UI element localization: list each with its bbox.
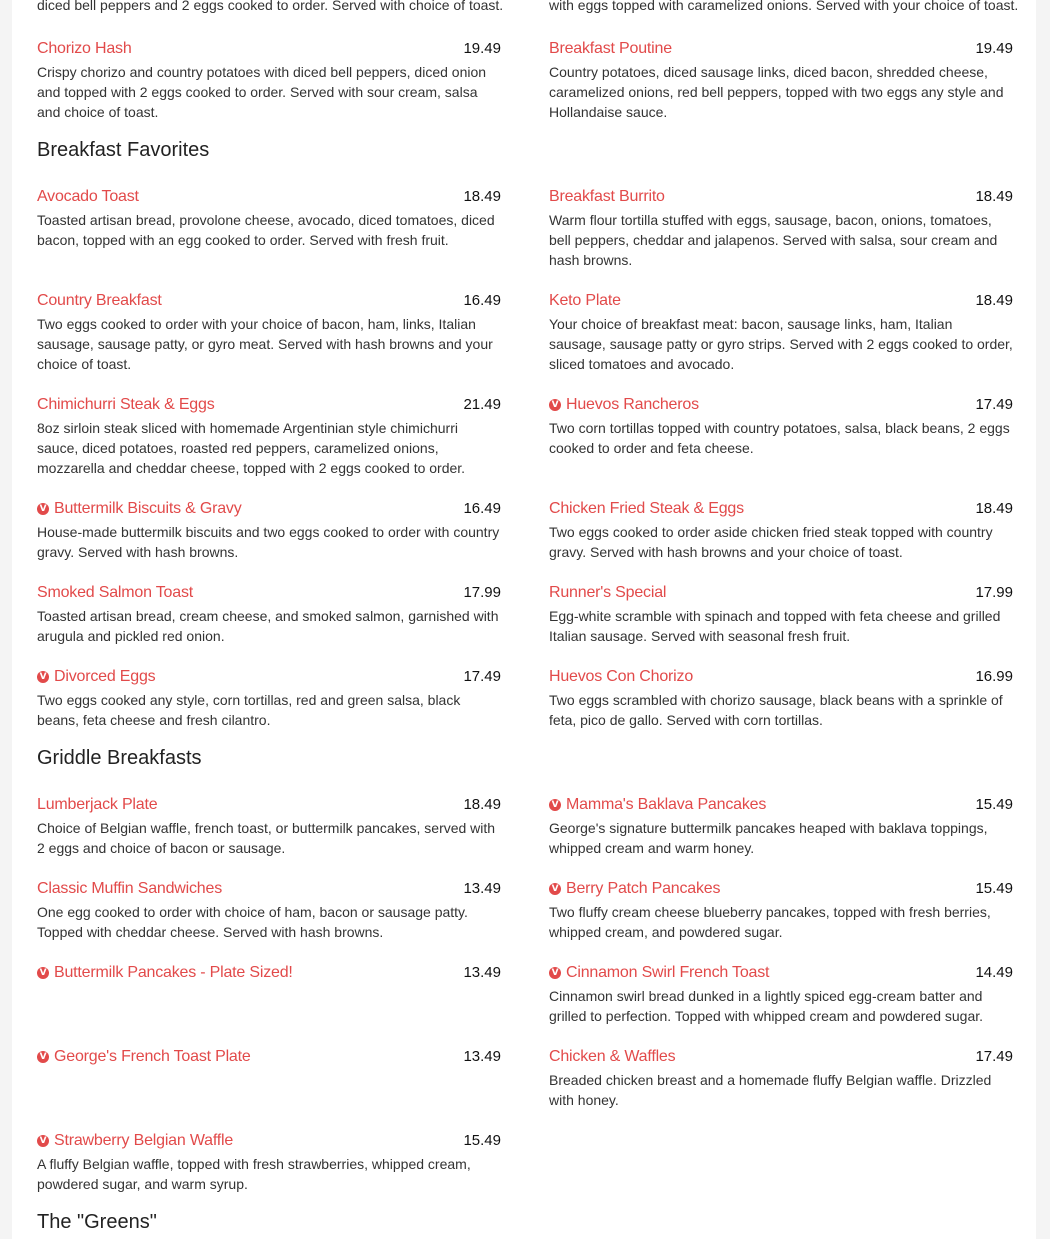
item-name[interactable]: Strawberry Belgian Waffle	[54, 1132, 234, 1149]
item-description: Two eggs scrambled with chorizo sausage, black beans with a sprinkle of feta, pico de gallo. Served with corn tortillas.	[549, 692, 1003, 728]
item-price: 16.49	[463, 292, 501, 309]
item-price: 15.49	[975, 880, 1013, 897]
item-description: One egg cooked to order with choice of ham, bacon or sausage patty. Topped with cheddar cheese. Served with hash browns.	[37, 904, 468, 940]
item-description: Two eggs cooked any style, corn tortillas, red and green salsa, black beans, feta cheese and fresh cilantro.	[37, 692, 461, 728]
item-name[interactable]: Breakfast Burrito	[549, 188, 665, 205]
item-price: 17.49	[975, 1048, 1013, 1065]
item-name-wrap[interactable]	[37, 964, 293, 982]
item-name[interactable]: Breakfast Poutine	[549, 40, 672, 57]
item-name[interactable]: Chorizo Hash	[37, 40, 132, 57]
item-name-wrap[interactable]	[37, 500, 242, 518]
item-name[interactable]: Huevos Con Chorizo	[549, 668, 694, 685]
item-description: Toasted artisan bread, cream cheese, and smoked salmon, garnished with arugula and pickled red onion.	[37, 608, 499, 644]
item-name[interactable]: Chicken & Waffles	[549, 1048, 676, 1065]
menu-item-chimichurri-steak-eggs[interactable]	[37, 396, 501, 478]
item-description: Your choice of breakfast meat: bacon, sausage links, ham, Italian sausage, sausage patty or gyro strips. Served with 2 eggs cooked to order, sliced tomatoes and avocado.	[549, 316, 1013, 372]
item-name[interactable]: Chicken Fried Steak & Eggs	[549, 500, 744, 517]
menu-item-huevos-con-chorizo[interactable]	[549, 668, 1013, 730]
item-name-wrap[interactable]	[37, 1132, 233, 1150]
item-description: Crispy chorizo and country potatoes with diced bell peppers, diced onion and topped with 2 eggs cooked to order. Served with sour cream, salsa and choice of toast.	[37, 64, 487, 120]
menu-item-mammas-baklava-pancakes[interactable]	[549, 796, 1013, 858]
item-price: 13.49	[463, 880, 501, 897]
menu-item-cinnamon-swirl-french-toast[interactable]	[549, 964, 1013, 1026]
vegetarian-icon: V	[37, 967, 49, 979]
item-name[interactable]: Avocado Toast	[37, 188, 139, 205]
item-price: 19.49	[463, 40, 501, 57]
menu-item-breakfast-burrito[interactable]	[549, 188, 1013, 270]
item-price: 19.49	[975, 40, 1013, 57]
item-name[interactable]: Buttermilk Pancakes - Plate Sized!	[54, 964, 293, 981]
menu-item-breakfast-poutine[interactable]	[549, 40, 1013, 122]
item-price: 17.99	[463, 584, 501, 601]
intro-fragment-left: diced bell peppers and 2 eggs cooked to order. Served with choice of toast.	[37, 0, 504, 13]
item-price: 16.49	[463, 500, 501, 517]
item-price: 18.49	[975, 500, 1013, 517]
item-description: 8oz sirloin steak sliced with homemade Argentinian style chimichurri sauce, diced potatoes, roasted red peppers, caramelized onions, mozzarella and cheddar cheese, topped with 2 eggs cooked to order.	[37, 420, 466, 476]
item-price: 18.49	[463, 796, 501, 813]
item-name[interactable]: Runner's Special	[549, 584, 667, 601]
vegetarian-icon: V	[37, 1135, 49, 1147]
item-name[interactable]: Divorced Eggs	[54, 668, 156, 685]
item-name[interactable]: Chimichurri Steak & Eggs	[37, 396, 215, 413]
item-description: Two fluffy cream cheese blueberry pancakes, topped with fresh berries, whipped cream, and powdered sugar.	[549, 904, 991, 940]
item-price: 17.99	[975, 584, 1013, 601]
menu-item-chicken-waffles[interactable]	[549, 1048, 1013, 1110]
item-name[interactable]: Huevos Rancheros	[566, 396, 699, 413]
menu-item-berry-patch-pancakes[interactable]	[549, 880, 1013, 942]
item-name[interactable]: Cinnamon Swirl French Toast	[566, 964, 770, 981]
item-description: Breaded chicken breast and a homemade fluffy Belgian waffle. Drizzled with honey.	[549, 1072, 992, 1108]
item-name[interactable]: Country Breakfast	[37, 292, 162, 309]
item-price: 15.49	[975, 796, 1013, 813]
item-description: Country potatoes, diced sausage links, diced bacon, shredded cheese, caramelized onions, red bell peppers, topped with two eggs any style and Hollandaise sauce.	[549, 64, 1004, 120]
section-title-griddle-breakfasts: Griddle Breakfasts	[37, 747, 202, 769]
item-price: 14.49	[975, 964, 1013, 981]
vegetarian-icon: V	[37, 1051, 49, 1063]
item-description: House-made buttermilk biscuits and two eggs cooked to order with country gravy. Served with hash browns.	[37, 524, 500, 560]
menu-item-chorizo-hash[interactable]	[37, 40, 501, 122]
item-price: 16.99	[975, 668, 1013, 685]
item-price: 18.49	[975, 188, 1013, 205]
item-name-wrap[interactable]	[549, 964, 769, 982]
item-price: 13.49	[463, 1048, 501, 1065]
item-name-wrap[interactable]	[549, 880, 720, 898]
item-name[interactable]: Berry Patch Pancakes	[566, 880, 721, 897]
item-name[interactable]: Lumberjack Plate	[37, 796, 158, 813]
item-name[interactable]: Buttermilk Biscuits & Gravy	[54, 500, 242, 517]
item-name-wrap[interactable]	[37, 1048, 251, 1066]
vegetarian-icon: V	[37, 503, 49, 515]
menu-item-smoked-salmon-toast[interactable]	[37, 584, 501, 646]
item-price: 15.49	[463, 1132, 501, 1149]
item-name-wrap[interactable]	[37, 668, 155, 686]
menu-item-strawberry-belgian-waffle[interactable]	[37, 1132, 501, 1194]
vegetarian-icon: V	[549, 799, 561, 811]
item-price: 17.49	[463, 668, 501, 685]
item-name-wrap[interactable]	[549, 396, 699, 414]
item-description: Warm flour tortilla stuffed with eggs, sausage, bacon, onions, tomatoes, bell peppers, cheddar and jalapenos. Served with salsa, sour cream and hash browns.	[549, 212, 998, 268]
menu-item-divorced-eggs[interactable]	[37, 668, 501, 730]
item-description: Choice of Belgian waffle, french toast, or buttermilk pancakes, served with 2 eggs and choice of bacon or sausage.	[37, 820, 496, 856]
item-price: 17.49	[975, 396, 1013, 413]
menu-item-keto-plate[interactable]	[549, 292, 1013, 374]
vegetarian-icon: V	[549, 967, 561, 979]
item-description: Two corn tortillas topped with country potatoes, salsa, black beans, 2 eggs cooked to order and feta cheese.	[549, 420, 1010, 456]
item-price: 21.49	[463, 396, 501, 413]
menu-item-georges-french-toast-plate[interactable]	[37, 1048, 501, 1070]
vegetarian-icon: V	[549, 883, 561, 895]
intro-fragment-right: with eggs topped with caramelized onions. Served with your choice of toast.	[549, 0, 1019, 13]
menu-item-chicken-fried-steak-eggs[interactable]	[549, 500, 1013, 562]
item-name[interactable]: Smoked Salmon Toast	[37, 584, 193, 601]
item-price: 13.49	[463, 964, 501, 981]
item-description: George's signature buttermilk pancakes heaped with baklava toppings, whipped cream and warm honey.	[549, 820, 988, 856]
menu-page	[12, 0, 1036, 1239]
vegetarian-icon: V	[549, 399, 561, 411]
menu-item-runners-special[interactable]	[549, 584, 1013, 646]
item-name[interactable]: George's French Toast Plate	[54, 1048, 251, 1065]
menu-item-huevos-rancheros[interactable]	[549, 396, 1013, 458]
item-description: Toasted artisan bread, provolone cheese, avocado, diced tomatoes, diced bacon, topped with an egg cooked to order. Served with fresh fruit.	[37, 212, 495, 248]
item-name-wrap[interactable]	[549, 796, 766, 814]
item-name[interactable]: Mamma's Baklava Pancakes	[566, 796, 767, 813]
menu-item-buttermilk-pancakes[interactable]	[37, 964, 501, 986]
item-name[interactable]: Classic Muffin Sandwiches	[37, 880, 223, 897]
menu-item-lumberjack-plate[interactable]	[37, 796, 501, 858]
item-description: A fluffy Belgian waffle, topped with fresh strawberries, whipped cream, powdered sugar, and warm syrup.	[37, 1156, 471, 1192]
item-name[interactable]: Keto Plate	[549, 292, 621, 309]
item-description: Cinnamon swirl bread dunked in a lightly spiced egg-cream batter and grilled to perfection. Topped with whipped cream and powdered sugar.	[549, 988, 984, 1024]
item-description: Two eggs cooked to order aside chicken fried steak topped with country gravy. Served with hash browns and your choice of toast.	[549, 524, 993, 560]
item-description: Egg-white scramble with spinach and topped with feta cheese and grilled Italian sausage. Served with seasonal fresh fruit.	[549, 608, 1001, 644]
section-title-the-greens: The "Greens"	[37, 1211, 157, 1233]
section-title-breakfast-favorites: Breakfast Favorites	[37, 139, 210, 161]
menu-item-buttermilk-biscuits-gravy[interactable]	[37, 500, 501, 562]
menu-item-classic-muffin-sandwiches[interactable]	[37, 880, 501, 942]
menu-item-avocado-toast[interactable]	[37, 188, 501, 250]
item-price: 18.49	[463, 188, 501, 205]
item-price: 18.49	[975, 292, 1013, 309]
item-description: Two eggs cooked to order with your choice of bacon, ham, links, Italian sausage, sausage patty, or gyro meat. Served with hash browns and your choice of toast.	[37, 316, 493, 372]
vegetarian-icon: V	[37, 671, 49, 683]
menu-item-country-breakfast[interactable]	[37, 292, 501, 374]
